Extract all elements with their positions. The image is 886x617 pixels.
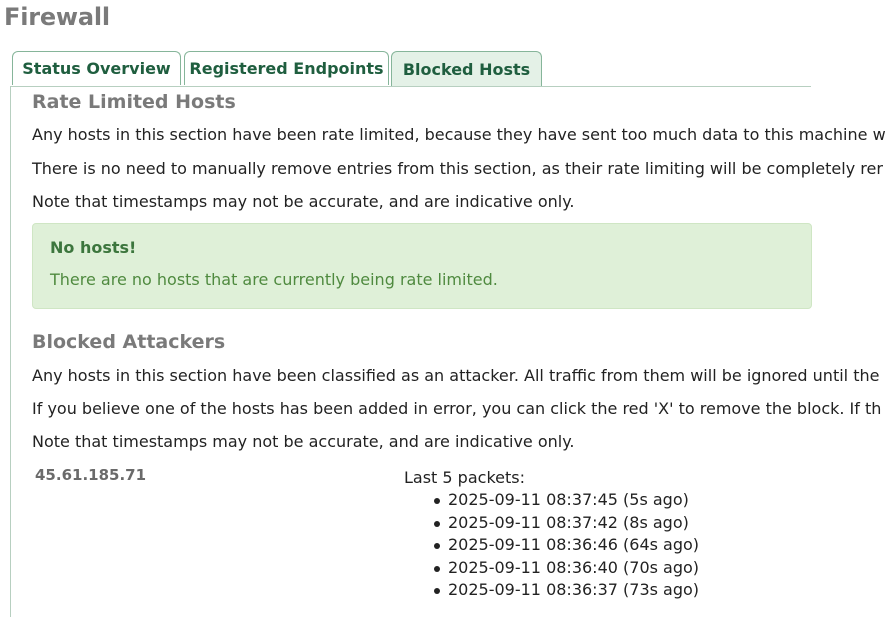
- blocked-attackers-paragraph: Any hosts in this section have been classified as an attacker. All traffic from them will be ignored until the: [32, 366, 880, 385]
- packet-timestamp: 2025-09-11 08:37:45 (5s ago): [420, 489, 699, 512]
- packet-timestamp: 2025-09-11 08:36:37 (73s ago): [420, 579, 699, 602]
- host-ip-address: 45.61.185.71: [35, 466, 147, 484]
- tab-status-overview[interactable]: Status Overview: [12, 51, 181, 85]
- last-packets-label: Last 5 packets:: [404, 468, 525, 487]
- rate-limited-paragraph: There is no need to manually remove entries from this section, as their rate limiting will be completely rer: [32, 159, 883, 178]
- alert-title: No hosts!: [50, 238, 137, 257]
- packet-timestamp: 2025-09-11 08:37:42 (8s ago): [420, 512, 699, 535]
- page-title: Firewall: [4, 3, 110, 31]
- packet-timestamp: 2025-09-11 08:36:46 (64s ago): [420, 534, 699, 557]
- tab-blocked-hosts[interactable]: Blocked Hosts: [391, 51, 542, 87]
- blocked-attackers-heading: Blocked Attackers: [32, 331, 226, 353]
- packet-timestamp-list: [420, 489, 699, 602]
- packet-timestamp: 2025-09-11 08:36:40 (70s ago): [420, 557, 699, 580]
- alert-message: There are no hosts that are currently being rate limited.: [50, 270, 498, 289]
- blocked-attackers-paragraph: If you believe one of the hosts has been added in error, you can click the red 'X' to remove the block. If th: [32, 399, 882, 418]
- tab-registered-endpoints[interactable]: Registered Endpoints: [184, 51, 389, 85]
- rate-limited-paragraph: Any hosts in this section have been rate limited, because they have sent too much data to this machine w: [32, 125, 886, 144]
- timestamps-note: Note that timestamps may not be accurate, and are indicative only.: [32, 432, 575, 451]
- timestamps-note: Note that timestamps may not be accurate, and are indicative only.: [32, 192, 575, 211]
- no-hosts-alert: [32, 223, 812, 309]
- rate-limited-heading: Rate Limited Hosts: [32, 91, 236, 113]
